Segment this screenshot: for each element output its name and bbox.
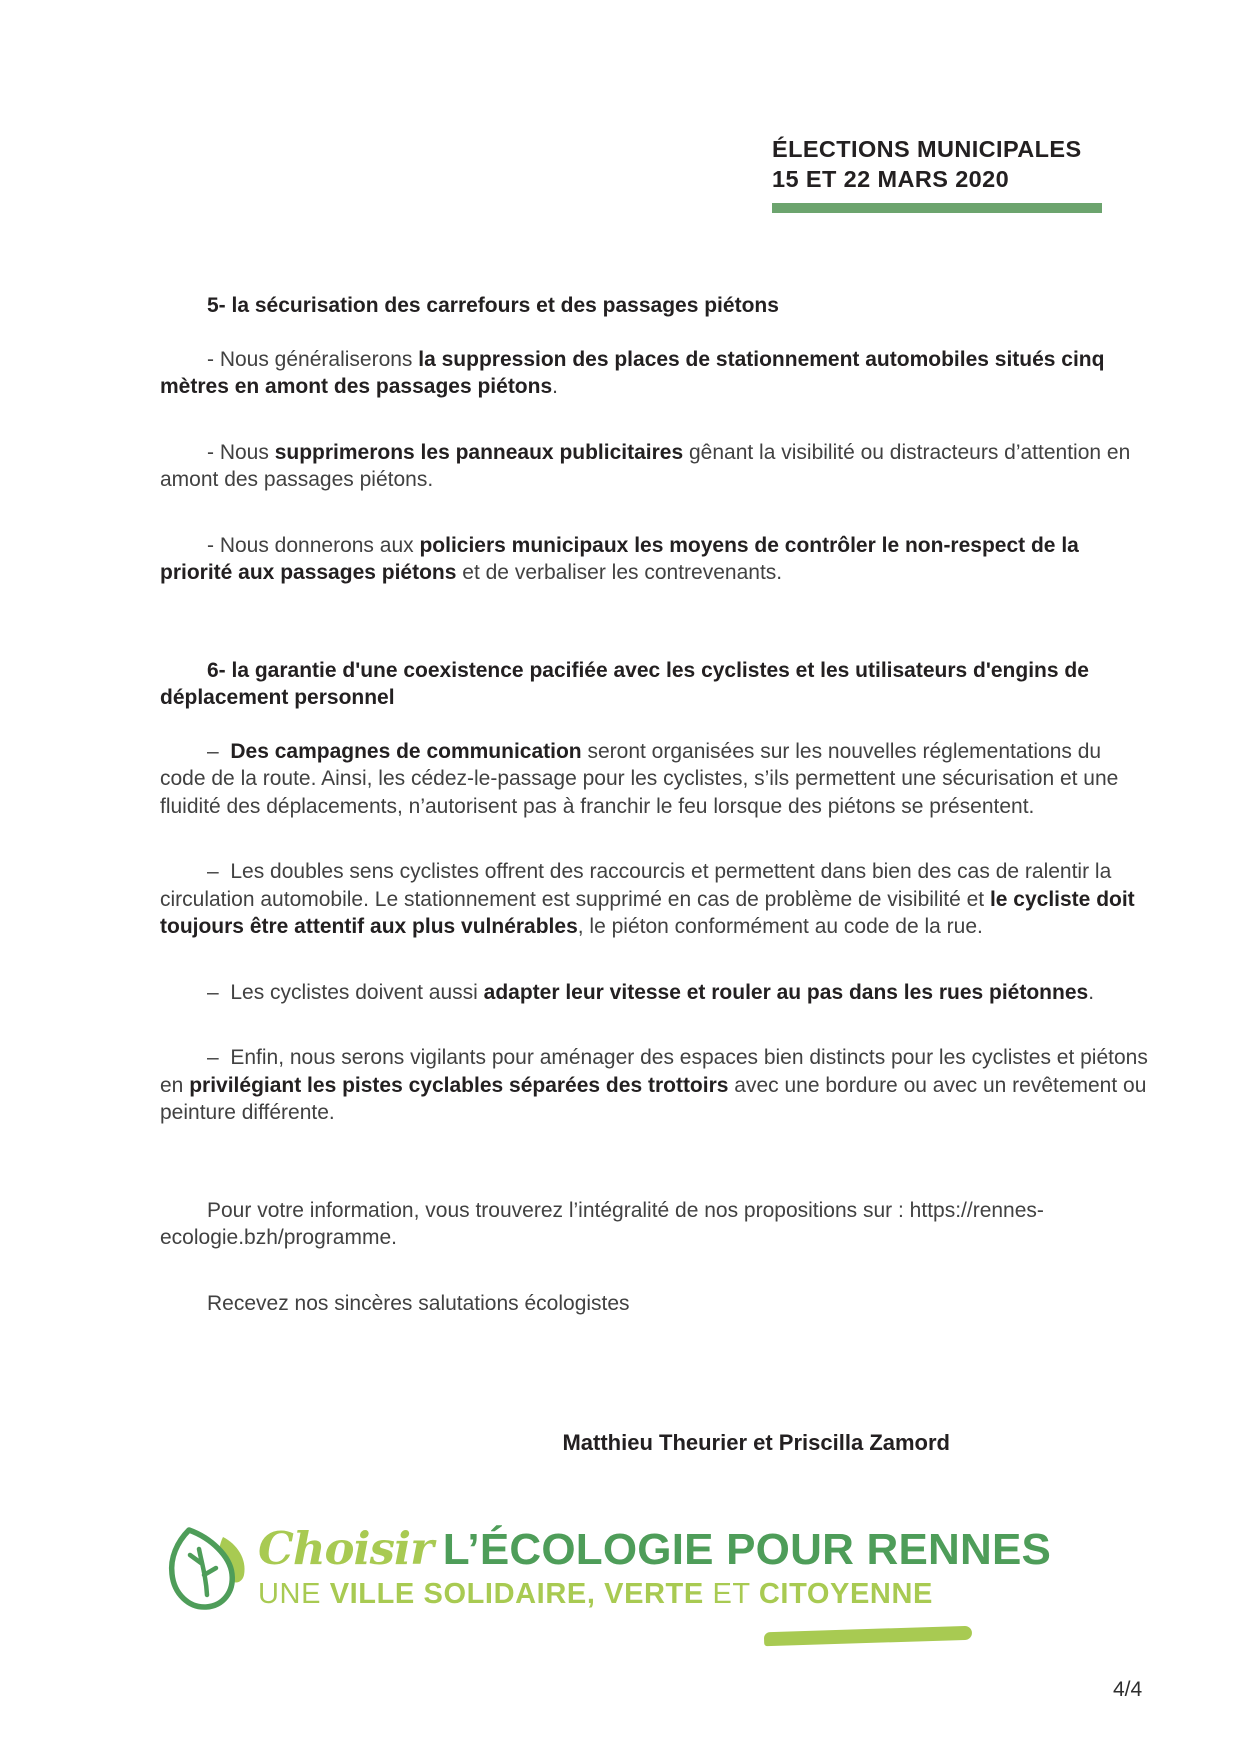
letter-paragraph: [160, 738, 1150, 821]
text-bold: supprimerons les panneaux publicitaires: [274, 440, 684, 464]
text: - Nous donnerons aux: [207, 533, 420, 557]
page-number: 4/4: [1113, 1678, 1143, 1701]
signature: Matthieu Theurier et Priscilla Zamord: [562, 1430, 950, 1455]
letter-paragraph: [160, 532, 1150, 587]
letter-paragraph: [160, 346, 1150, 401]
text: UNE: [258, 1578, 330, 1610]
section-heading: [160, 657, 1150, 712]
header-accent-bar: [772, 203, 1102, 213]
text: - Nous généraliserons: [207, 347, 419, 371]
text: – Enfin, nous serons vigilants pour aménager des espaces bien distincts pour les cyclistes et piétons en: [160, 1046, 1148, 1097]
campaign-logo: [163, 1524, 1051, 1612]
text-bold: adapter leur vitesse et rouler au pas dans les rues piétonnes: [483, 980, 1089, 1004]
letter-paragraph: [160, 858, 1150, 941]
text-bold: policiers municipaux les moyens de contrôler le non-respect de la priorité aux passages piétons: [160, 533, 1079, 584]
document-header: [772, 134, 1112, 213]
text: – Les cyclistes doivent aussi: [207, 980, 484, 1004]
logo-text: [258, 1524, 1051, 1610]
text: , le piéton conformément au code de la rue.: [577, 915, 983, 938]
text-bold: VILLE SOLIDAIRE, VERTE: [329, 1578, 704, 1610]
text-bold: 5- la sécurisation des carrefours et des passages piétons: [207, 294, 779, 317]
logo-tagline: [258, 1578, 1051, 1610]
text: avec une bordure ou avec un revêtement ou peinture différente.: [160, 1073, 1147, 1124]
text: .: [1088, 980, 1095, 1004]
letter-paragraph: [160, 439, 1150, 494]
letter-paragraph: [160, 1290, 1150, 1318]
text: seront organisées sur les nouvelles réglementations du code de la route. Ainsi, les cédez-le-passage pour les cyclistes, s’ils permettent une sécurisation et une fluidité des déplacements, n’autorisent pas à franchir le feu lorsque des piétons se présentent.: [160, 739, 1119, 818]
text-bold: CITOYENNE: [758, 1578, 933, 1610]
text: –: [207, 739, 231, 763]
text: et de verbaliser les contrevenants.: [456, 561, 783, 584]
text-bold: le cycliste doit toujours être attentif aux plus vulnérables: [160, 887, 1135, 938]
text: – Les doubles sens cyclistes offrent des raccourcis et permettent dans bien des cas de ralentir la circulation automobile. Le stationnement est supprimé en cas de problème de visibilité et: [160, 860, 1112, 911]
logo-script-word: Choisir: [258, 1522, 433, 1575]
letter-paragraph: [160, 1197, 1150, 1252]
text: ET: [703, 1578, 759, 1610]
text: gênant la visibilité ou distracteurs d’attention en amont des passages piétons.: [160, 440, 1131, 491]
logo-main-text: L’ÉCOLOGIE POUR RENNES: [442, 1525, 1052, 1574]
text: Pour votre information, vous trouverez l’intégralité de nos propositions sur : https://rennes-ecologie.bzh/programme.: [160, 1198, 1044, 1249]
text-bold: la suppression des places de stationnement automobiles situés cinq mètres en amont des passages piétons: [160, 347, 1105, 398]
header-title-line1: ÉLECTIONS MUNICIPALES: [772, 136, 1082, 162]
brush-underline: [764, 1626, 972, 1647]
text: Recevez nos sincères salutations écologistes: [207, 1291, 630, 1315]
letter-paragraph: [160, 979, 1150, 1007]
text: .: [552, 375, 558, 398]
letter-paragraph: [160, 1044, 1150, 1127]
letter-body: [160, 292, 1150, 1355]
logo-line1: [258, 1524, 1051, 1575]
text: - Nous: [207, 440, 275, 464]
text-bold: 6- la garantie d'une coexistence pacifiée avec les cyclistes et les utilisateurs d'engins de déplacement personnel: [160, 658, 1089, 709]
section-heading: [160, 292, 1150, 320]
text-bold: privilégiant les pistes cyclables séparées des trottoirs: [189, 1073, 729, 1097]
text-bold: Des campagnes de communication: [230, 739, 582, 763]
leaf-icon: [163, 1524, 249, 1612]
header-title-line2: 15 ET 22 MARS 2020: [772, 166, 1010, 192]
